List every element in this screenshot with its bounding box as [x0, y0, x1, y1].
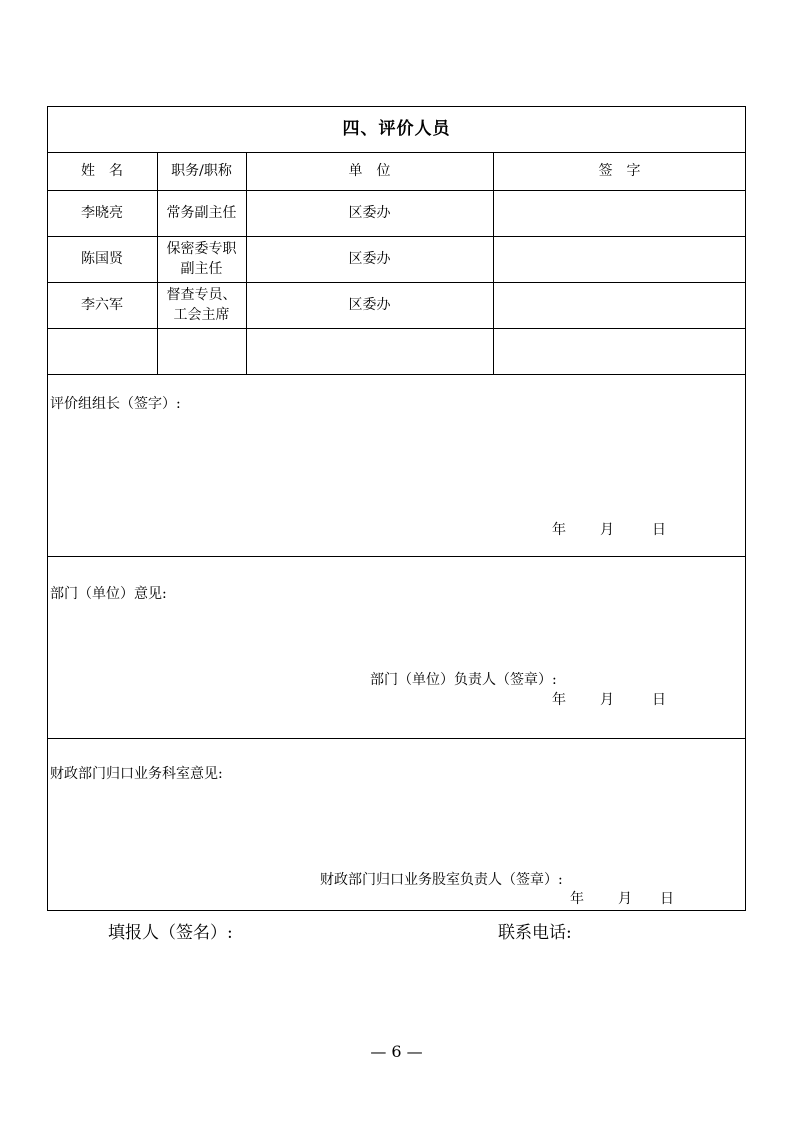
header-signature: 签 字: [598, 163, 641, 179]
header-title: 职务/职称: [171, 163, 232, 179]
finance-date: [570, 889, 674, 909]
row-divider: [47, 374, 746, 375]
finance-signer-label: 财政部门归口业务股室负责人（签章）:: [320, 872, 563, 888]
row4-unit[interactable]: [246, 328, 493, 374]
header-name: 姓 名: [81, 163, 123, 179]
dept-opinion-label: 部门（单位）意见:: [50, 586, 167, 602]
row1-title: 常务副主任: [166, 205, 237, 221]
row3-name: 李六军: [81, 297, 123, 313]
row4-title[interactable]: [157, 328, 246, 374]
leader-date: [552, 520, 666, 540]
leader-signature-label: 评价组组长（签字）:: [50, 396, 181, 412]
section-divider: [47, 738, 746, 739]
date-day: 日: [652, 522, 666, 538]
header-unit: 单 位: [348, 163, 391, 179]
row4-signature[interactable]: [493, 328, 746, 374]
page-number: — 6 —: [370, 1042, 423, 1061]
dept-date: [552, 690, 666, 710]
section-divider: [47, 556, 746, 557]
row2-signature[interactable]: [493, 236, 746, 282]
row1-signature[interactable]: [493, 190, 746, 236]
date-year: 年: [552, 692, 566, 708]
section-title: 四、评价人员: [342, 119, 451, 139]
row4-name[interactable]: [47, 328, 157, 374]
date-month: 月: [618, 891, 632, 907]
date-year: 年: [552, 522, 566, 538]
row2-unit: 区委办: [348, 251, 391, 267]
phone-label: 联系电话:: [498, 923, 572, 943]
dept-signer-label: 部门（单位）负责人（签章）:: [370, 672, 557, 688]
row2-title: 保密委专职 副主任: [166, 241, 237, 277]
filler-label: 填报人（签名）:: [108, 923, 233, 943]
finance-opinion-label: 财政部门归口业务科室意见:: [50, 766, 223, 782]
date-year: 年: [570, 891, 584, 907]
row1-name: 李晓亮: [81, 205, 123, 221]
row3-unit: 区委办: [348, 297, 391, 313]
date-day: 日: [652, 692, 666, 708]
date-month: 月: [600, 692, 614, 708]
row3-title: 督查专员、 工会主席: [166, 287, 237, 323]
row1-unit: 区委办: [348, 205, 391, 221]
row2-name: 陈国贤: [81, 251, 123, 267]
row3-signature[interactable]: [493, 282, 746, 328]
date-month: 月: [600, 522, 614, 538]
date-day: 日: [660, 891, 674, 907]
